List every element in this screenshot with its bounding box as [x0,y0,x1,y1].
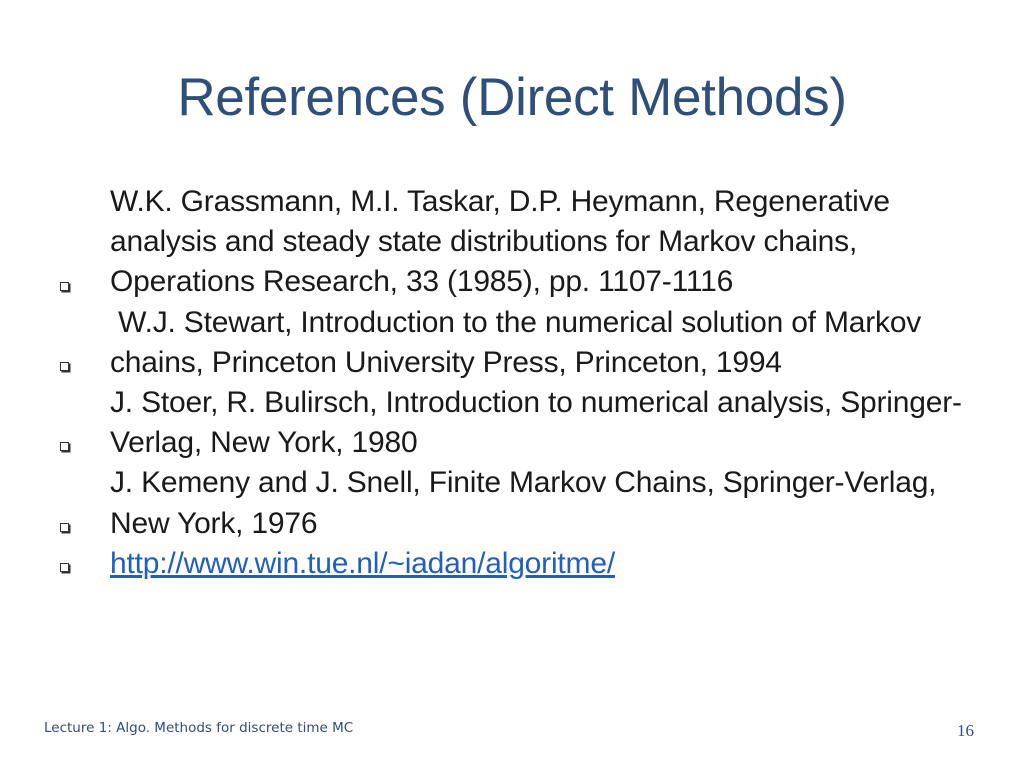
square-bullet-icon [60,523,69,532]
square-bullet-icon [60,442,69,451]
reference-list [56,182,966,584]
reference-item [56,383,966,463]
reference-text: W.J. Stewart, Introduction to the numerical solution of Markov chains, Princeton University Press, Princeton, 1994 [110,305,930,379]
square-bullet-icon [60,362,69,371]
reference-item [56,544,966,584]
reference-item [56,182,966,303]
reference-text: J. Stoer, R. Bulirsch, Introduction to numerical analysis, Springer-Verlag, New York, 1980 [110,386,962,460]
reference-link[interactable]: http://www.win.tue.nl/~iadan/algoritme/ [110,546,615,580]
square-bullet-icon [60,282,69,291]
reference-text: W.K. Grassmann, M.I. Taskar, D.P. Heymann, Regenerative analysis and steady state distributions for Markov chains, Operations Research, 33 (1985), pp. 1107-1116 [110,185,899,299]
page-number: 16 [957,721,974,740]
footer-lecture-title: Lecture 1: Algo. Methods for discrete time MC [44,720,354,736]
reference-item [56,463,966,543]
reference-item [56,303,966,383]
square-bullet-icon [60,563,69,572]
slide-title: References (Direct Methods) [177,68,847,127]
reference-text: J. Kemeny and J. Snell, Finite Markov Chains, Springer-Verlag, New York, 1976 [110,466,937,540]
